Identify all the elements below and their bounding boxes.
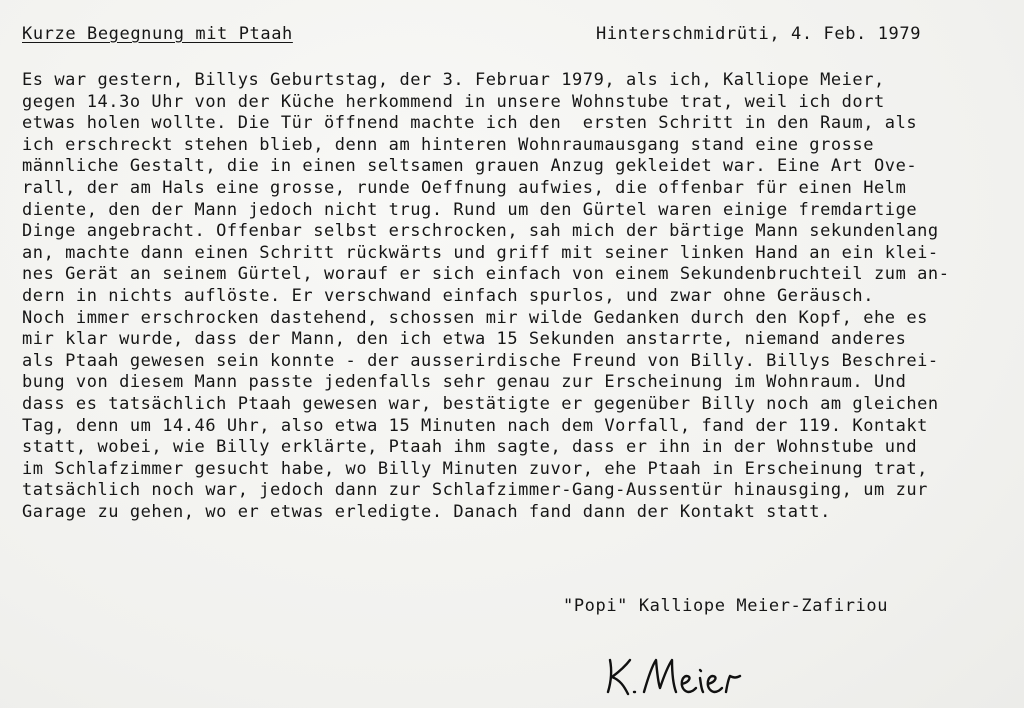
body-line: Noch immer erschrocken dastehend, schossen mir wilde Gedanken durch den Kopf, ehe es	[22, 307, 928, 328]
body-line: dern in nichts auflöste. Er verschwand einfach spurlos, und zwar ohne Geräusch.	[22, 285, 875, 306]
body-line: tatsächlich noch war, jedoch dann zur Schlafzimmer-Gang-Aussentür hinausging, um zur	[22, 480, 928, 501]
body-line: an, machte dann einen Schritt rückwärts und griff mit seiner linken Hand an ein klei-	[22, 242, 939, 263]
body-line: gegen 14.3o Uhr von der Küche herkommend in unsere Wohnstube trat, weil ich dort	[22, 91, 885, 112]
body-line: ich erschreckt stehen blieb, denn am hinteren Wohnraumausgang stand eine grosse	[22, 134, 875, 155]
body-line: diente, den der Mann jedoch nicht trug. Rund um den Gürtel waren einige fremdartige	[22, 199, 918, 220]
body-line: rall, der am Hals eine grosse, runde Oeffnung aufwies, die offenbar für einen Helm	[22, 177, 907, 198]
place-and-date: Hinterschmidrüti, 4. Feb. 1979	[596, 24, 922, 44]
body-line: im Schlafzimmer gesucht habe, wo Billy Minuten zuvor, ehe Ptaah in Erscheinung trat,	[22, 458, 928, 479]
body-line: dass es tatsächlich Ptaah gewesen war, bestätigte er gegenüber Billy noch am gleichen	[22, 393, 939, 414]
body-line: nes Gerät an seinem Gürtel, worauf er sich einfach von einem Sekundenbruchteil zum an-	[22, 264, 950, 285]
body-line: bung von diesem Mann passte jedenfalls sehr genau zur Erscheinung im Wohnraum. Und	[22, 372, 907, 393]
body-line: als Ptaah gewesen sein konnte - der ausserirdische Freund von Billy. Billys Beschrei-	[22, 350, 939, 371]
body-line: männliche Gestalt, die in einen seltsamen grauen Anzug gekleidet war. Eine Art Ove-	[22, 156, 918, 177]
document-title: Kurze Begegnung mit Ptaah	[22, 24, 293, 44]
letter-body	[22, 70, 1022, 523]
body-line: Es war gestern, Billys Geburtstag, der 3. Februar 1979, als ich, Kalliope Meier,	[22, 70, 885, 90]
body-line: Garage zu gehen, wo er etwas erledigte. Danach fand dann der Kontakt statt.	[22, 501, 831, 522]
body-line: Dinge angebracht. Offenbar selbst erschrocken, sah mich der bärtige Mann sekundenlang	[22, 221, 939, 242]
body-line: mir klar wurde, dass der Mann, den ich etwa 15 Sekunden anstarrte, niemand anderes	[22, 329, 907, 350]
signoff-name: "Popi" Kalliope Meier-Zafiriou	[563, 596, 889, 616]
body-line: statt, wobei, wie Billy erklärte, Ptaah ihm sagte, dass er ihn in der Wohnstube und	[22, 437, 918, 458]
handwritten-signature	[600, 648, 760, 700]
body-line: Tag, denn um 14.46 Uhr, also etwa 15 Minuten nach dem Vorfall, fand der 119. Kontakt	[22, 415, 928, 436]
body-line: etwas holen wollte. Die Tür öffnend machte ich den ersten Schritt in den Raum, als	[22, 113, 918, 134]
